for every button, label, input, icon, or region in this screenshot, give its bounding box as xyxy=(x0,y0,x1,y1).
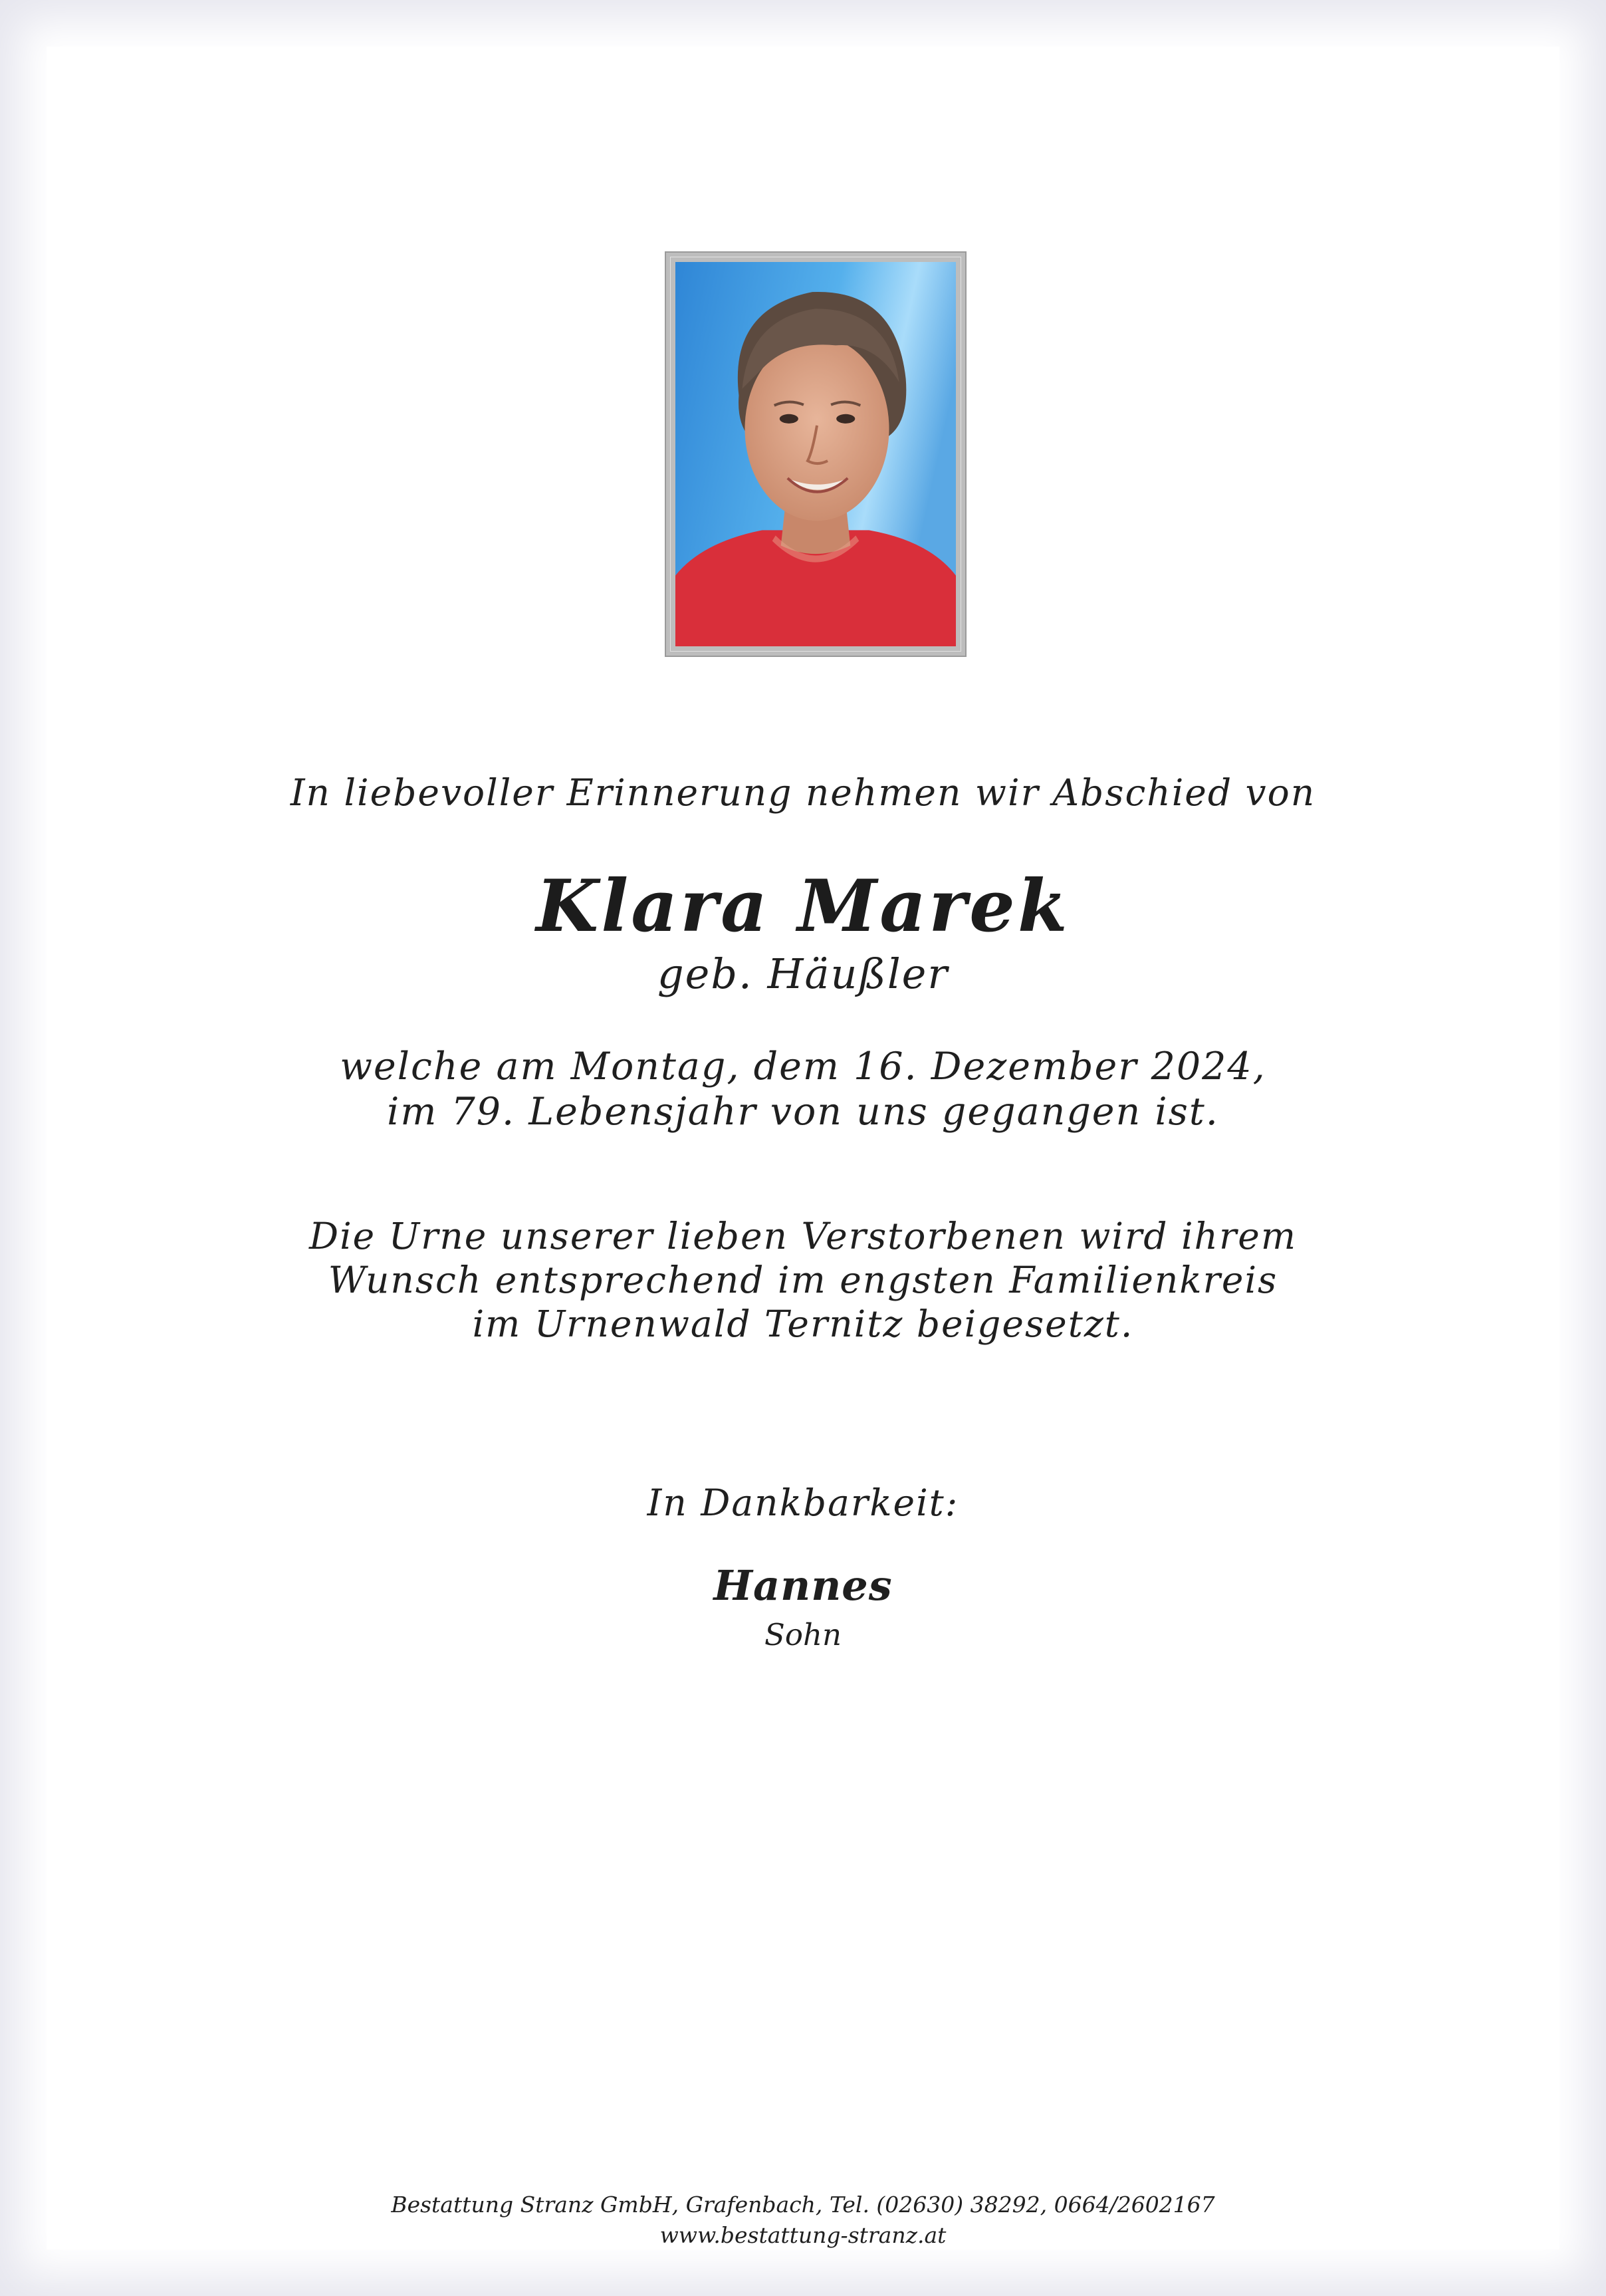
urn-notice-line: Wunsch entsprechend im engsten Familienkreis xyxy=(328,1259,1278,1301)
urn-notice-line: Die Urne unserer lieben Verstorbenen wird ihrem xyxy=(309,1215,1297,1257)
death-notice-line: im 79. Lebensjahr von uns gegangen ist. xyxy=(387,1090,1219,1134)
urn-notice-line: im Urnenwald Ternitz beigesetzt. xyxy=(472,1303,1134,1345)
birth-name: geb. Häußler xyxy=(657,950,949,998)
death-notice-line: welche am Montag, dem 16. Dezember 2024, xyxy=(340,1045,1266,1088)
urn-notice xyxy=(0,1214,1606,1346)
mourner-name: Hannes xyxy=(713,1561,893,1610)
mourner-relation: Sohn xyxy=(764,1617,842,1652)
portrait-frame xyxy=(665,251,967,657)
funeral-home-website: www.bestattung-stranz.at xyxy=(659,2222,947,2248)
funeral-home-info: Bestattung Stranz GmbH, Grafenbach, Tel. (02630) 38292, 0664/2602167 xyxy=(391,2192,1215,2218)
intro-text: In liebevoller Erinnerung nehmen wir Abschied von xyxy=(290,771,1316,814)
portrait-photo xyxy=(675,262,956,646)
footer xyxy=(0,2190,1606,2251)
death-notice xyxy=(0,1044,1606,1134)
gratitude-label: In Dankbarkeit: xyxy=(647,1481,959,1524)
deceased-name: Klara Marek xyxy=(536,864,1070,948)
